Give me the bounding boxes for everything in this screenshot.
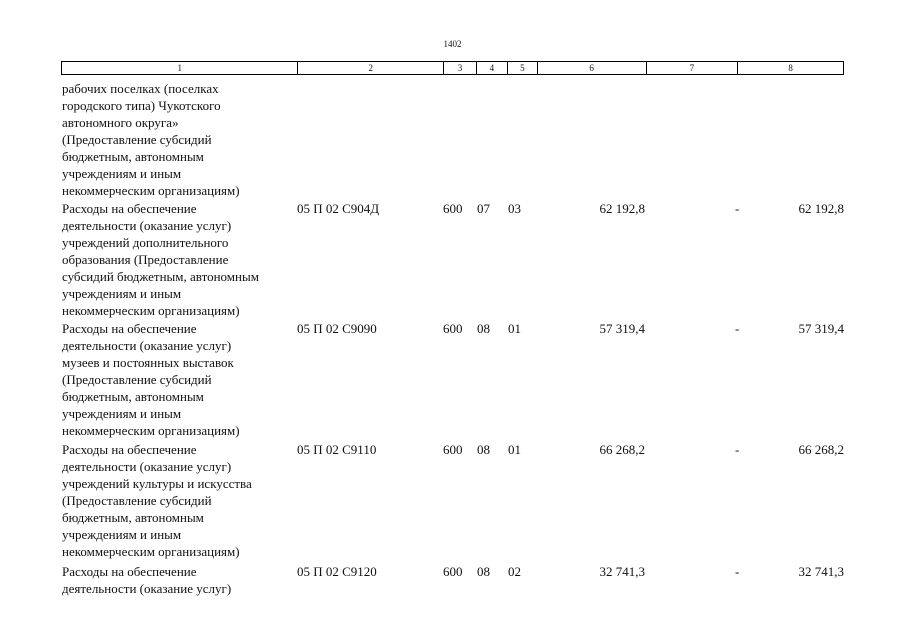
row-vr: 600 (443, 201, 463, 216)
continuation-line: рабочих поселках (поселках (62, 81, 219, 96)
row-rz: 08 (477, 564, 490, 579)
continuation-line: автономного округа» (62, 115, 179, 130)
row-description-line: некоммерческим организациям) (62, 423, 240, 438)
row-description-line: Расходы на обеспечение (62, 321, 197, 336)
row-rz: 08 (477, 321, 490, 336)
column-number-2: 2 (298, 62, 444, 74)
row-description-line: учреждениям и иным (62, 406, 182, 421)
continuation-line: городского типа) Чукотского (62, 98, 221, 113)
row-description-line: некоммерческим организациям) (62, 544, 240, 559)
row-col7: - (735, 564, 740, 579)
column-number-7: 7 (647, 62, 739, 74)
continuation-line: бюджетным, автономным (62, 149, 204, 164)
row-code: 05 П 02 С9110 (297, 442, 377, 457)
row-pr: 01 (508, 321, 521, 336)
continuation-line: учреждениям и иным (62, 166, 182, 181)
row-rz: 08 (477, 442, 490, 457)
row-description-line: субсидий бюджетным, автономным (62, 269, 259, 284)
row-description-line: учреждениям и иным (62, 527, 182, 542)
row-pr: 02 (508, 564, 521, 579)
row-col7: - (735, 321, 740, 336)
row-total: 32 741,3 (798, 564, 844, 579)
page-number: 1402 (443, 39, 462, 49)
row-description-line: музеев и постоянных выставок (62, 355, 234, 370)
column-number-5: 5 (508, 62, 538, 74)
row-total: 66 268,2 (798, 442, 844, 457)
row-description-line: Расходы на обеспечение (62, 201, 197, 216)
row-rz: 07 (477, 201, 490, 216)
row-description-line: деятельности (оказание услуг) (62, 581, 232, 596)
row-description-line: (Предоставление субсидий (62, 372, 212, 387)
column-number-8: 8 (788, 63, 793, 73)
row-total: 57 319,4 (798, 321, 844, 336)
row-vr: 600 (443, 442, 463, 457)
row-description-line: учреждений культуры и искусства (62, 476, 252, 491)
row-description-line: Расходы на обеспечение (62, 442, 197, 457)
row-description-line: деятельности (оказание услуг) (62, 459, 232, 474)
row-description-line: образования (Предоставление (62, 252, 229, 267)
row-total: 62 192,8 (798, 201, 844, 216)
continuation-line: некоммерческим организациям) (62, 183, 240, 198)
row-col7: - (735, 201, 740, 216)
row-vr: 600 (443, 321, 463, 336)
row-amount: 57 319,4 (599, 321, 645, 336)
row-code: 05 П 02 С904Д (297, 201, 380, 216)
column-number-1: 1 (62, 62, 298, 74)
row-pr: 01 (508, 442, 521, 457)
row-description-line: (Предоставление субсидий (62, 493, 212, 508)
row-description-line: деятельности (оказание услуг) (62, 338, 232, 353)
row-amount: 32 741,3 (599, 564, 645, 579)
column-number-6: 6 (538, 62, 647, 74)
row-amount: 66 268,2 (599, 442, 645, 457)
row-description-line: деятельности (оказание услуг) (62, 218, 232, 233)
continuation-line: (Предоставление субсидий (62, 132, 212, 147)
row-description-line: бюджетным, автономным (62, 389, 204, 404)
row-amount: 62 192,8 (599, 201, 645, 216)
row-vr: 600 (443, 564, 463, 579)
row-description-line: Расходы на обеспечение (62, 564, 197, 579)
row-description-line: некоммерческим организациям) (62, 303, 240, 318)
row-pr: 03 (508, 201, 521, 216)
column-number-header (61, 61, 844, 75)
row-col7: - (735, 442, 740, 457)
column-number-3: 3 (444, 62, 477, 74)
row-code: 05 П 02 С9090 (297, 321, 377, 336)
row-description-line: учреждениям и иным (62, 286, 182, 301)
row-description-line: учреждений дополнительного (62, 235, 229, 250)
row-description-line: бюджетным, автономным (62, 510, 204, 525)
row-code: 05 П 02 С9120 (297, 564, 377, 579)
column-number-4: 4 (477, 62, 508, 74)
